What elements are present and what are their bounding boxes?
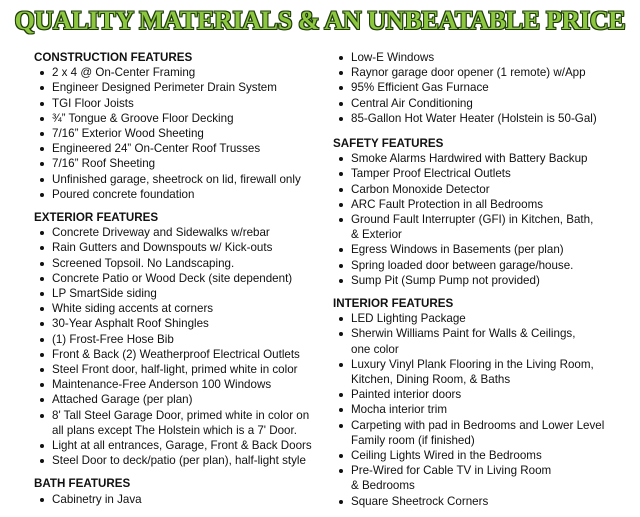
list-item: Concrete Driveway and Sidewalks w/rebar: [34, 225, 324, 240]
list-item: Tamper Proof Electrical Outlets: [333, 166, 633, 181]
list-item: Smoke Alarms Hardwired with Battery Backup: [333, 151, 633, 166]
interior-features-section: [333, 296, 633, 509]
list-item: Poured concrete foundation: [34, 187, 324, 202]
misc-features-list: [333, 50, 633, 126]
list-item: 30-Year Asphalt Roof Shingles: [34, 316, 324, 331]
right-column: [333, 50, 633, 517]
list-item: Attached Garage (per plan): [34, 392, 324, 407]
exterior-features-list: [34, 225, 324, 468]
list-item: Central Air Conditioning: [333, 96, 633, 111]
safety-features-heading: SAFETY FEATURES: [333, 137, 444, 151]
list-item: 8' Tall Steel Garage Door, primed white in color on: [34, 408, 324, 423]
list-item: Ground Fault Interrupter (GFI) in Kitchen, Bath,: [333, 212, 633, 227]
list-item: Sump Pit (Sump Pump not provided): [333, 273, 633, 288]
list-item: Painted interior doors: [333, 387, 633, 402]
list-item: Steel Door to deck/patio (per plan), half-light style: [34, 453, 324, 468]
list-item: Low-E Windows: [333, 50, 633, 65]
list-item: 95% Efficient Gas Furnace: [333, 80, 633, 95]
list-item: Light at all entrances, Garage, Front & Back Doors: [34, 438, 324, 453]
list-item: Unfinished garage, sheetrock on lid, firewall only: [34, 172, 324, 187]
safety-features-list: [333, 151, 633, 288]
list-item: 85-Gallon Hot Water Heater (Holstein is 50-Gal): [333, 111, 633, 126]
exterior-features-section: [34, 210, 324, 468]
list-item: 2 x 4 @ On-Center Framing: [34, 65, 324, 80]
list-item: Engineered 24” On-Center Roof Trusses: [34, 141, 324, 156]
interior-features-heading: INTERIOR FEATURES: [333, 297, 454, 311]
list-item-continuation: Kitchen, Dining Room, & Baths: [351, 373, 511, 387]
exterior-features-heading: EXTERIOR FEATURES: [34, 211, 159, 225]
page-title: QUALITY MATERIALS & AN UNBEATABLE PRICE: [14, 6, 626, 35]
list-item: ARC Fault Protection in all Bedrooms: [333, 197, 633, 212]
list-item: White siding accents at corners: [34, 301, 324, 316]
list-item: Screened Topsoil. No Landscaping.: [34, 256, 324, 271]
list-item: Spring loaded door between garage/house.: [333, 258, 633, 273]
construction-features-section: [34, 50, 324, 202]
list-item: Steel Front door, half-light, primed white in color: [34, 362, 324, 377]
list-item: Raynor garage door opener (1 remote) w/App: [333, 65, 633, 80]
bath-features-list: [34, 492, 324, 507]
list-item: Egress Windows in Basements (per plan): [333, 242, 633, 257]
list-item: Maintenance-Free Anderson 100 Windows: [34, 377, 324, 392]
list-item: Mocha interior trim: [333, 402, 633, 417]
list-item: 7/16” Roof Sheeting: [34, 156, 324, 171]
misc-features-section: [333, 50, 633, 126]
construction-features-list: [34, 65, 324, 202]
list-item: Concrete Patio or Wood Deck (site dependent): [34, 271, 324, 286]
list-item: Pre-Wired for Cable TV in Living Room: [333, 463, 633, 478]
list-item: ¾” Tongue & Groove Floor Decking: [34, 111, 324, 126]
list-item: Ceiling Lights Wired in the Bedrooms: [333, 448, 633, 463]
list-item: TGI Floor Joists: [34, 96, 324, 111]
list-item-continuation: all plans except The Holstein which is a 7' Door.: [52, 423, 297, 437]
list-item: Engineer Designed Perimeter Drain System: [34, 80, 324, 95]
list-item-continuation: Family room (if finished): [351, 433, 475, 447]
construction-features-heading: CONSTRUCTION FEATURES: [34, 51, 193, 64]
list-item: Rain Gutters and Downspouts w/ Kick-outs: [34, 240, 324, 255]
list-item: LP SmartSide siding: [34, 286, 324, 301]
list-item: 7/16” Exterior Wood Sheeting: [34, 126, 324, 141]
list-item: Cabinetry in Java: [34, 492, 324, 507]
list-item: (1) Frost-Free Hose Bib: [34, 332, 324, 347]
list-item-continuation: & Exterior: [351, 228, 402, 242]
left-column: [34, 50, 324, 515]
list-item: Luxury Vinyl Plank Flooring in the Living Room,: [333, 357, 633, 372]
list-item: Front & Back (2) Weatherproof Electrical Outlets: [34, 347, 324, 362]
list-item: LED Lighting Package: [333, 311, 633, 326]
list-item: Square Sheetrock Corners: [333, 494, 633, 509]
list-item-continuation: one color: [351, 342, 399, 356]
list-item: Carbon Monoxide Detector: [333, 182, 633, 197]
bath-features-section: [34, 476, 324, 506]
interior-features-list: [333, 311, 633, 509]
safety-features-section: [333, 136, 633, 288]
list-item: Carpeting with pad in Bedrooms and Lower Level: [333, 418, 633, 433]
bath-features-heading: BATH FEATURES: [34, 477, 131, 491]
list-item-continuation: & Bedrooms: [351, 479, 415, 493]
list-item: Sherwin Williams Paint for Walls & Ceilings,: [333, 326, 633, 341]
